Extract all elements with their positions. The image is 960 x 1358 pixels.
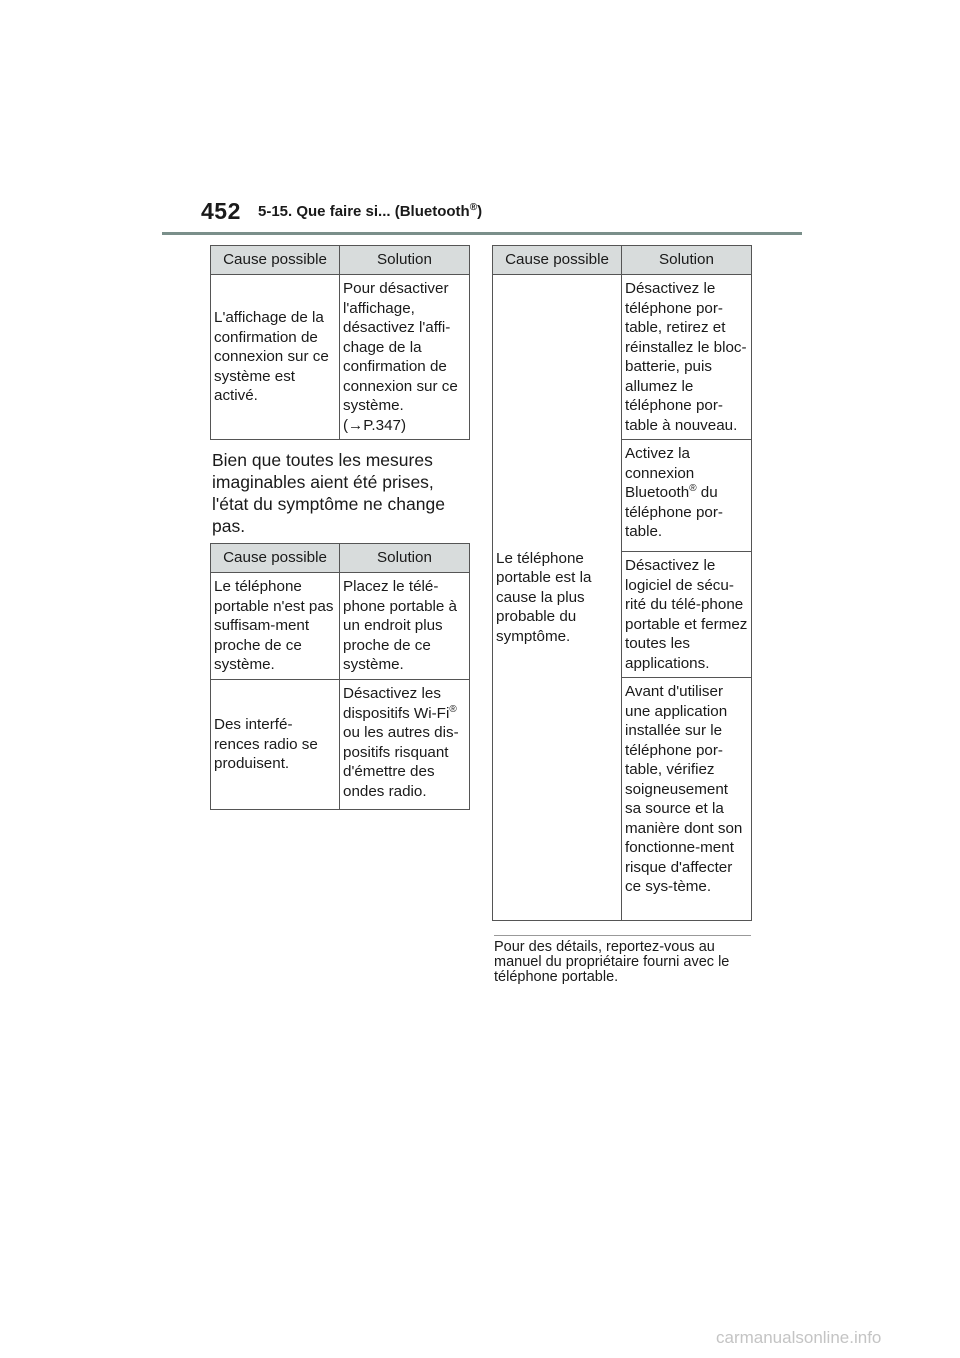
table-row: [211, 275, 470, 440]
registered-mark: ®: [469, 202, 478, 213]
solution-cell: [622, 440, 752, 552]
cause-cell: Le téléphone portable n'est pas suffisam-ment proche de ce système.: [211, 573, 340, 680]
header-rule: [162, 232, 802, 235]
solution-cell: [340, 680, 470, 810]
table-row: [211, 573, 470, 680]
cause-cell: L'affichage de la confirmation de connexion sur ce système est activé.: [211, 275, 340, 440]
cause-cell: Des interfé-rences radio se produisent.: [211, 680, 340, 810]
column-header-cause: Cause possible: [211, 544, 340, 573]
page-header: [0, 0, 960, 240]
table-header-row: [493, 246, 752, 275]
footnote-divider: [494, 935, 751, 936]
troubleshooting-table-confirmation: [210, 245, 470, 440]
registered-mark: ®: [449, 703, 457, 715]
solution-cell: Placez le télé-phone portable à un endroit plus proche de ce système.: [340, 573, 470, 680]
troubleshooting-table-phone: [492, 245, 752, 921]
table-row: [211, 680, 470, 810]
solution-text: ou les autres dis-positifs risquant d'émettre des ondes radio.: [343, 724, 459, 800]
table-row: [493, 275, 752, 440]
table-header-row: [211, 246, 470, 275]
section-title: [258, 203, 482, 220]
footnote: Pour des détails, reportez-vous au manuel du propriétaire fourni avec le téléphone portable.: [494, 939, 730, 985]
body-paragraph: Bien que toutes les mesures imaginables aient été prises, l'état du symptôme ne change pas.: [212, 450, 445, 536]
column-header-solution: Solution: [340, 246, 470, 275]
solution-text: Pour désactiver l'affichage, désactivez l'affi-chage de la confirmation de connexion sur ce système.: [343, 280, 458, 414]
solution-text: Désactivez les dispositifs Wi-Fi: [343, 685, 450, 722]
troubleshooting-table-symptom: [210, 543, 470, 810]
section-title-text: 5-15. Que faire si... (Bluetooth: [258, 203, 470, 220]
solution-cell: [340, 275, 470, 440]
column-header-cause: Cause possible: [211, 246, 340, 275]
page-number: 452: [201, 198, 241, 224]
cause-cell: Le téléphone portable est la cause la plus probable du symptôme.: [493, 275, 622, 921]
column-header-solution: Solution: [340, 544, 470, 573]
section-title-close: ): [477, 203, 483, 220]
solution-text: du téléphone por-table.: [625, 484, 723, 540]
column-header-cause: Cause possible: [493, 246, 622, 275]
watermark: carmanualsonline.info: [716, 1328, 882, 1347]
table-header-row: [211, 544, 470, 573]
solution-cell: Avant d'utiliser une application installée sur le téléphone por-table, vérifiez soigneusement sa source et la manière dont son fonctionne-ment risque d'affecter ce sys-tème.: [622, 678, 752, 921]
column-header-solution: Solution: [622, 246, 752, 275]
solution-cell: Désactivez le téléphone por-table, retirez et réinstallez le bloc-batterie, puis allumez le téléphone por-table à nouveau.: [622, 275, 752, 440]
registered-mark: ®: [689, 482, 697, 494]
solution-cell: Désactivez le logiciel de sécu-rité du télé-phone portable et fermez toutes les applications.: [622, 552, 752, 678]
page-reference: (→P.347): [343, 416, 407, 434]
solution-text: Activez la connexion Bluetooth: [625, 445, 695, 501]
